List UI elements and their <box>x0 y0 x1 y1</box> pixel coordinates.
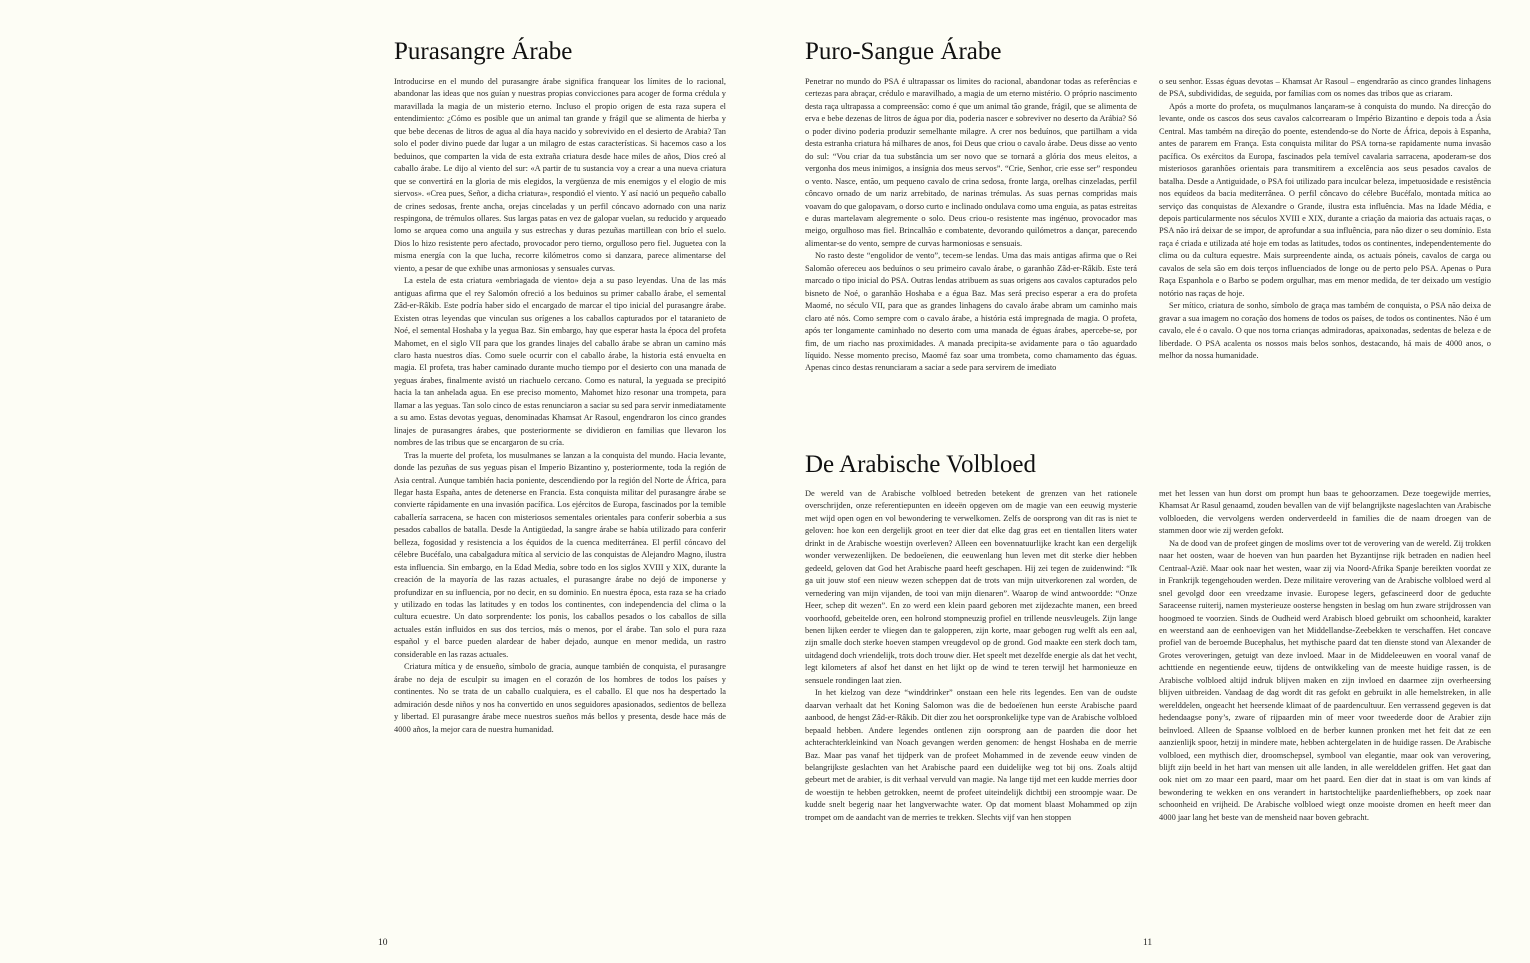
dutch-paragraph-2: In het kielzog van deze “winddrinker” onstaan een hele rits legendes. Een van de oudste daarvan verhaalt dat het Koning Salomon was die de bedoeïenen hun eerste Arabische paard aanbood, de hengst Zâd-er-Râkib. Dit dier zou het oorspronkelijke type van de Arabische volbloed bepaald hebben. Andere legendes ontlenen zijn oorsprong aan de paarden die door het achterachterkleinkind van Noach gevangen werden genomen: de hengst Hoshaba en de merrie Baz. Maar pas vanaf het tijdperk van de profeet Mohammed in de zevende eeuw vinden de belangrijkste geslachten van het Arabische paard een duidelijke weg tot bij ons. Zoals altijd gebeurt met de arabier, is dit verhaal vervuld van magie. Na lange tijd met een kudde merries door de woestijn te hebben getrokken, neemt de profeet uiteindelijk dichtbij een stroompje waar. De kudde snelt begerig naar het langverwachte water. Op dat moment blaast Mohammed op zijn trompet om de aandacht van de merries te trekken. Slechts vijf van hen stoppen <box>805 688 1137 822</box>
portuguese-title: Puro-Sangue Árabe <box>805 38 1002 65</box>
portuguese-column-2 <box>1159 76 1491 362</box>
spanish-paragraph-2: La estela de esta criatura «embriagada de viento» deja a su paso leyendas. Una de las más antiguas afirma que el rey Salomón ofreció a los beduinos su primer caballo árabe, el semental Zâd-er-Râkib. Este podría haber sido el encargado de marcar el tipo inicial del purasangre árabe. Existen otras leyendas que vinculan sus orígenes a los caballos capturados por el tataranieto de Noé, el semental Hoshaba y la yegua Baz. Sin embargo, hay que esperar hasta la época del profeta Mahomet, en el siglo VII para que los grandes linajes del caballo árabe se abran un camino más claro hasta nuestros días. Como suele ocurrir con el caballo árabe, la historia está envuelta en magia. El profeta, tras haber caminado durante mucho tiempo por el desierto con una manada de yeguas árabes, finalmente avistó un riachuelo cercano. Como es natural, la yeguada se precipitó hacia la tan anhelada agua. En ese preciso momento, Mahomet hizo resonar una trompeta, para llamar a las yeguas. Tan solo cinco de estas renunciaron a saciar su sed para servir inmediatamente a su amo. Estas devotas yeguas, denominadas Khamsat Ar Rasoul, engendraron los cinco grandes linajes de purasangres árabes, que posteriormente se dividieron en familias que llevaron los nombres de las tribus que se encargaron de su cría. <box>394 276 726 448</box>
page-number-right: 11 <box>1143 938 1153 948</box>
portuguese-paragraph-4: Ser mítico, criatura de sonho, símbolo de graça mas também de conquista, o PSA não deixa de gravar a sua imagem no coração dos homens de todos os países, de todos os continentes. Não é um cavalo, ele é o cavalo. O que nos torna crianças admiradoras, apaixonadas, sedentas de beleza e de liberdade. O PSA acalenta os nossos mais belos sonhos, destacando, há mais de 4000 anos, o melhor da nossa humanidade. <box>1159 301 1491 360</box>
portuguese-column-1 <box>805 76 1137 375</box>
dutch-column-1 <box>805 488 1137 824</box>
page-number-left: 10 <box>378 938 388 948</box>
portuguese-paragraph-2: No rasto deste “engolidor de vento”, tecem-se lendas. Uma das mais antigas afirma que o Rei Salomão ofereceu aos beduínos o seu primeiro cavalo árabe, o garanhão Zâd-er-Râkib. Este terá marcado o tipo inicial do PSA. Outras lendas atribuem as suas origens aos cavalos capturados pelo bisneto de Noé, o garanhão Hoshaba e a égua Baz. Mas será preciso esperar a era do profeta Maomé, no século VII, para que as grandes linhagens do cavalo árabe abram um caminho mais claro até nós. Como sempre com o cavalo árabe, a história está impregnada de magia. O profeta, após ter longamente caminhado no deserto com uma manada de éguas árabes, apercebe-se, por fim, de um riacho nas proximidades. A manada precipita-se avidamente para o tão aguardado líquido. Nesse momento preciso, Maomé faz soar uma trombeta, como chamamento das éguas. Apenas cinco destas renunciaram a saciar a sede para servirem de imediato <box>805 251 1137 373</box>
dutch-title: De Arabische Volbloed <box>805 451 1036 478</box>
dutch-paragraph-1: De wereld van de Arabische volbloed betreden betekent de grenzen van het rationele overschrijden, onze referentiepunten en ideeën opgeven om de magie van een eeuwig mysterie met wijd open ogen en vol bewondering te verwelkomen. Zelfs de oorsprong van dit ras is niet te geloven: hoe kon een dergelijk groot en teer dier dat elke dag gras eet en tientallen liters water drinkt in de Arabische woestijn overleven? Alleen een bovennatuurlijke kracht kan een dergelijk wonder verwezenlijken. De bedoeïenen, die eeuwenlang hun leven met dit sterke dier hebben gedeeld, geloven dat God het Arabische paard heeft geschapen. Hij zei tegen de zuidenwind: “Ik ga uit jouw stof een nieuw wezen scheppen dat de trots van mijn uitverkorenen zal worden, de vernedering van mijn vijanden, de tooi van mijn dienaren”. Waarop de wind antwoordde: “Onze Heer, schep dit wezen”. En zo werd een klein paard geboren met zijdezachte manen, een breed voorhoofd, gebeitelde oren, een holrond stompneuzig profiel en trillende neusvleugels. Zijn lange benen lijken eerder te vliegen dan te galopperen, zijn korte, maar gebogen rug welft als een aal, zijn smalle doch sterke hoeven stampen vreugdevol op de grond. God maakte een sterk doch tam, uitdagend doch vriendelijk, trots doch trouw dier. Het speelt met dezelfde energie als dat het vecht, legt kilometers af alsof het danst en het lijkt op de wind te teren terwijl het harmonieuze en sensuele rondingen laat zien. <box>805 489 1137 685</box>
dutch-column-2 <box>1159 488 1491 824</box>
portuguese-paragraph-1: Penetrar no mundo do PSA é ultrapassar os limites do racional, abandonar todas as referências e certezas para abraçar, crédulo e maravilhado, a magia de um eterno mistério. O próprio nascimento desta raça ultrapassa a compreensão: como é que um animal tão grande, frágil, que se alimenta de erva e bebe dezenas de litros de água por dia, poderia nascer e sobreviver no deserto da Arábia? Só o poder divino poderia produzir semelhante milagre. A crer nos beduínos, que partilham a vida desta estranha criatura há milhares de anos, foi Deus que criou o cavalo árabe. Deus disse ao vento do sul: “Vou criar da tua substância um ser novo que se tornará a glória dos meus eleitos, a vergonha dos meus inimigos, a insígnia dos meus servos”. “Crie, Senhor, crie esse ser” respondeu o vento. Nasce, então, um pequeno cavalo de crina sedosa, fronte larga, orelhas cinzeladas, perfil côncavo ornado de um nariz arrebitado, de narinas trémulas. As suas pernas compridas mais voavam do que galopavam, o dorso curto e inclinado ondulava como uma enguia, as patas estreitas e duras martelavam alegremente o solo. Deus criou-o resistente mas ingénuo, provocador mas meigo, orgulhoso mas fiel. Brincalhão e combatente, devorando quilómetros a dançar, parecendo alimentar-se do vento, sempre de curvas harmoniosas e sensuais. <box>805 77 1137 248</box>
spanish-paragraph-1: Introducirse en el mundo del purasangre árabe significa franquear los límites de lo racional, abandonar las ideas que nos guían y nuestras propias convicciones para acoger de forma crédula y maravillada la magia de un misterio eterno. Incluso el propio origen de esta raza supera el entendimiento: ¿Cómo es posible que un animal tan grande y frágil que se alimenta de hierba y que bebe decenas de litros de agua al día haya nacido y sobrevivido en el desierto de Arabia? Tan solo el poder divino puede dar lugar a un milagro de estas características. Si hacemos caso a los beduinos, que comparten la vida de esta extraña criatura desde hace miles de años, Dios creó al caballo árabe. Le dijo al viento del sur: «A partir de tu sustancia voy a crear a una nueva criatura que se convertirá en la gloria de mis elegidos, la vergüenza de mis enemigos y el elogio de mis siervos». «Crea pues, Señor, a dicha criatura», respondió el viento. Y así nació un pequeño caballo de crines sedosas, frente ancha, orejas cinceladas y un perfil cóncavo adornado con una nariz respingona, de trémulos ollares. Sus largas patas en vez de galopar vuelan, su reducido y arqueado lomo se arquea como una anguila y sus estrechas y duras pezuñas martillean con brío el suelo. Dios lo hizo resistente pero afectado, provocador pero tierno, orgulloso pero fiel. Juguetea con la misma energía con la que lucha, recorre kilómetros como si danzara, parece alimentarse del viento, a pesar de que exhibe unas armoniosas y sensuales curvas. <box>394 77 726 273</box>
spanish-paragraph-4: Criatura mítica y de ensueño, símbolo de gracia, aunque también de conquista, el purasangre árabe no deja de esculpir su imagen en el corazón de los hombres de todos los países y continentes. No se trata de un caballo cualquiera, es el caballo. El que nos ha despertado la admiración desde niños y nos ha convertido en unos seguidores apasionados, sedientos de belleza y libertad. El purasangre árabe mece nuestros sueños más bellos y presenta, desde hace más de 4000 años, la mejor cara de nuestra humanidad. <box>394 662 726 734</box>
portuguese-paragraph-2-cont: o seu senhor. Essas éguas devotas – Khamsat Ar Rasoul – engendrarão as cinco grandes linhagens de PSA, subdivididas, de seguida, por famílias com os nomes das tribos que as criaram. <box>1159 77 1491 99</box>
portuguese-paragraph-3: Após a morte do profeta, os muçulmanos lançaram-se à conquista do mundo. Na direcção do levante, onde os cascos dos seus cavalos calcorrearam o Império Bizantino e depois toda a Ásia Central. Mas também na direção do poente, estendendo-se do Norte de África, depois à Espanha, antes de pararem em França. Esta conquista militar do PSA torna-se rapidamente numa invasão pacífica. Os exércitos da Europa, fascinados pela temível cavalaria sarracena, apoderam-se dos misteriosos garanhões orientais para transmitirem a excelência aos seus pesados cavalos de batalha. Desde a Antiguidade, o PSA foi utilizado para inculcar beleza, impetuosidade e resistência nos equídeos da bacia mediterrânea. O perfil côncavo do célebre Bucéfalo, montada mítica ao serviço das conquistas de Alexandre o Grande, ilustra esta influência. Mas na Idade Média, e depois particularmente nos séculos XVIII e XIX, durante a criação da maioria das actuais raças, o PSA não irá deixar de se impor, de aprofundar a sua influência, para não dizer o seu domínio. Esta raça é criada e utilizada até hoje em todas as latitudes, todos os continentes, independentemente do clima ou da cultura equestre. Mais surpreendente ainda, os actuais póneis, cavalos de carga ou cavalos de sela são em dois terços influenciados de longe ou de perto pelo PSA. Apenas o Pura Raça Espanhola e o Barbo se podem orgulhar, mas em menor medida, de ter deixado um vestígio notório nas raças de hoje. <box>1159 101 1491 298</box>
dutch-paragraph-2-cont: met het lessen van hun dorst om prompt hun baas te gehoorzamen. Deze toegewijde merries, Khamsat Ar Rasul genaamd, zouden bevallen van de vijf belangrijkste nageslachten van Arabische volbloeden, die vervolgens werden onderverdeeld in families die de naam droegen van de stammen door wie zij werden gefokt. <box>1159 489 1491 536</box>
spanish-paragraph-3: Tras la muerte del profeta, los musulmanes se lanzan a la conquista del mundo. Hacia levante, donde las pezuñas de sus yeguas pisan el Imperio Bizantino y, posteriormente, toda la región de Asia central. Aunque también hacia poniente, descendiendo por la región del Norte de África, para llegar hasta España, antes de detenerse en Francia. Esta conquista militar del purasangre árabe se convierte rápidamente en una invasión pacífica. Los ejércitos de Europa, fascinados por la temible caballería sarracena, se hacen con misteriosos sementales orientales para conferir soberbia a sus pesados caballos de batalla. Desde la Antigüedad, la sangre árabe se había utilizado para conferir belleza, fogosidad y resistencia a los équidos de la cuenca mediterránea. El perfil cóncavo del célebre Bucéfalo, una cabalgadura mítica al servicio de las conquistas de Alejandro Magno, ilustra esta influencia. Sin embargo, en la Edad Media, sobre todo en los siglos XVIII y XIX, durante la creación de la mayoría de las razas actuales, el purasangre árabe no dejó de imponerse y profundizar en su influencia, por no decir, en su dominio. En nuestra época, esta raza se ha criado y utilizado en todas las latitudes y en todos los continentes, con independencia del clima o la cultura ecuestre. Un dato sorprendente: los ponis, los caballos pesados o los caballos de silla actuales están influidos en sus dos tercios, más o menos, por el árabe. Tan solo el pura raza español y el barce pueden alardear de haber dejado, aunque en menor medida, un rastro considerable en las razas actuales. <box>394 450 726 659</box>
spanish-title: Purasangre Árabe <box>394 38 573 65</box>
dutch-paragraph-3: Na de dood van de profeet gingen de moslims over tot de verovering van de wereld. Zij trokken naar het oosten, waar de hoeven van hun paarden het Byzantijnse rijk betraden en nadien heel Centraal-Azië. Maar ook naar het westen, waar zij via Noord-Afrika Spanje bereikten voordat ze in Frankrijk tegengehouden werden. Deze militaire verovering van de Arabische volbloed werd al snel gevolgd door een vreedzame invasie. Europese legers, gefascineerd door de geduchte Saraceense ruiterij, namen mysterieuze oosterse hengsten in beslag om hun zware strijdrossen van hoogmoed te voorzien. Sinds de Oudheid werd Arabisch bloed gebruikt om schoonheid, karakter en weerstand aan de eenhoevigen van het Middellandse-Zeebekken te verschaffen. Het concave profiel van de beroemde Bucephalus, het mythische paard dat ten dienste stond van Alexander de Grotes veroveringen, getuigt van deze invloed. Maar in de Middeleeuwen en vooral vanaf de achttiende en negentiende eeuw, tijdens de ontwikkeling van de meeste huidige rassen, is de Arabische volbloed altijd indruk blijven maken en zijn invloed en daarmee zijn overheersing blijven uitbreiden. Vandaag de dag wordt dit ras gefokt en gebruikt in alle hemelstreken, in alle werelddelen, ongeacht het heersende klimaat of de paardencultuur. Een verrassend gegeven is dat hedendaagse pony’s, zware of rijpaarden min of meer voor tweederde door de Arabier zijn beïnvloed. Alleen de Spaanse volbloed en de berber kunnen pronken met het feit dat ze een aanzienlijk spoor, hetzij in mindere mate, hebben achtergelaten in de huidige rassen. De Arabische volbloed, een mythisch dier, droomschepsel, symbool van elegantie, maar ook van verovering, blijft zijn beeld in het hart van mensen uit alle landen, in alle werelddelen griffen. Het gaat dan ook niet om zo maar een paard, maar om het paard. Een dier dat in staat is om van kinds af bewondering te wekken en ons verandert in hartstochtelijke paardenliefhebbers, op zoek naar schoonheid en vrijheid. De Arabische volbloed wiegt onze mooiste dromen en heeft meer dan 4000 jaar lang het beste van de mensheid naar boven gebracht. <box>1159 538 1491 822</box>
spanish-column <box>394 76 726 736</box>
